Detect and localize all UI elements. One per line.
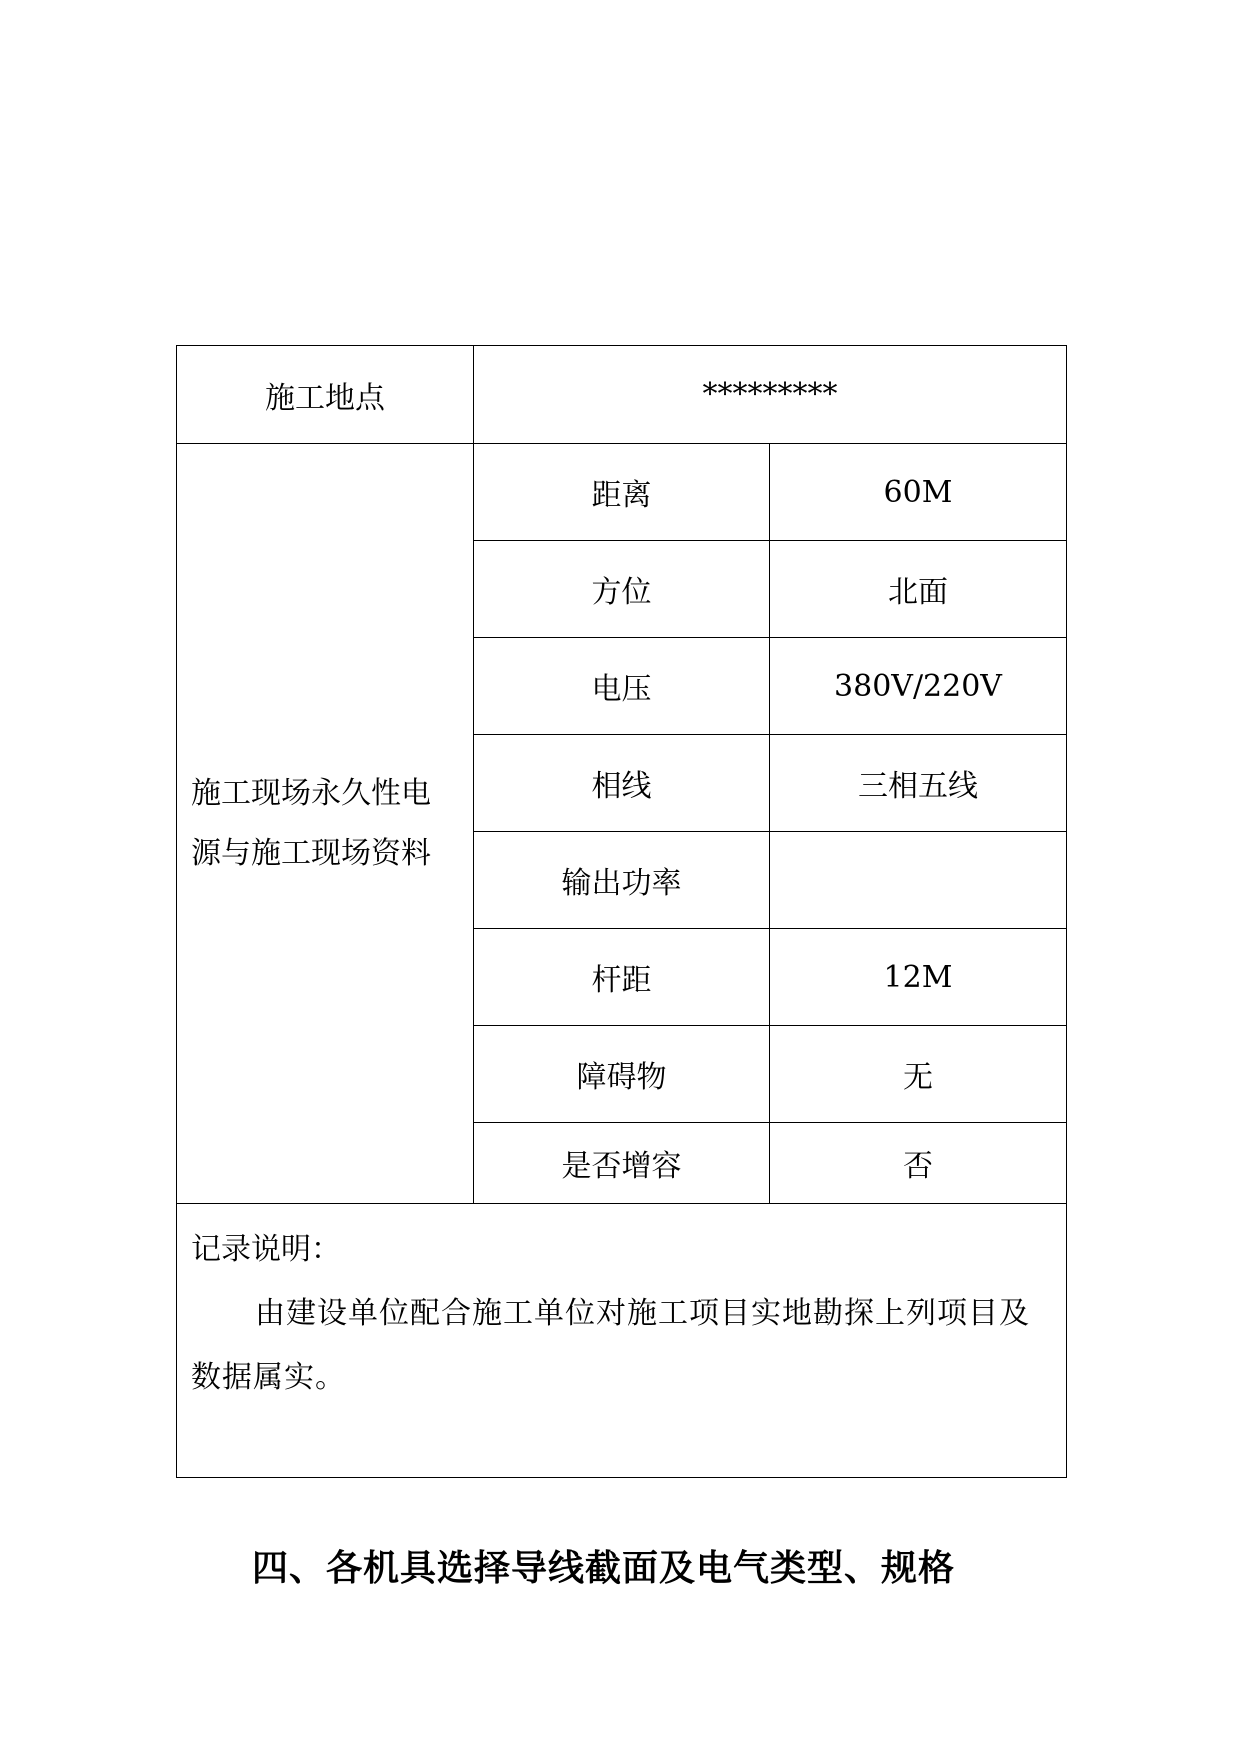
site-survey-table bbox=[176, 345, 1067, 1478]
note-body: 由建设单位配合施工单位对施工项目实地勘探上列项目及数据属实。 bbox=[191, 1296, 1030, 1395]
location-row bbox=[177, 346, 1067, 444]
row-value-phase-wire: 三相五线 bbox=[770, 735, 1067, 832]
site-power-label-line2: 源与施工现场资料 bbox=[191, 835, 431, 871]
site-power-label bbox=[177, 444, 474, 1204]
row-value-output-power bbox=[770, 832, 1067, 929]
site-power-label-line1: 施工现场永久性电 bbox=[191, 775, 431, 811]
record-note bbox=[177, 1204, 1067, 1478]
row-label-direction: 方位 bbox=[474, 541, 770, 638]
row-value-distance: 60M bbox=[770, 444, 1067, 541]
row-label-voltage: 电压 bbox=[474, 638, 770, 735]
location-label: 施工地点 bbox=[177, 346, 474, 444]
table-row bbox=[177, 444, 1067, 541]
row-label-phase-wire: 相线 bbox=[474, 735, 770, 832]
note-row bbox=[177, 1204, 1067, 1478]
note-title: 记录说明： bbox=[191, 1232, 341, 1267]
row-value-voltage: 380V/220V bbox=[770, 638, 1067, 735]
row-value-obstacles: 无 bbox=[770, 1026, 1067, 1123]
row-value-direction: 北面 bbox=[770, 541, 1067, 638]
row-value-capacity-increase: 否 bbox=[770, 1123, 1067, 1204]
row-label-output-power: 输出功率 bbox=[474, 832, 770, 929]
row-label-pole-spacing: 杆距 bbox=[474, 929, 770, 1026]
row-label-obstacles: 障碍物 bbox=[474, 1026, 770, 1123]
section-heading: 四、各机具选择导线截面及电气类型、规格 bbox=[252, 1548, 956, 1589]
row-label-distance: 距离 bbox=[474, 444, 770, 541]
row-label-capacity-increase: 是否增容 bbox=[474, 1123, 770, 1204]
row-value-pole-spacing: 12M bbox=[770, 929, 1067, 1026]
location-value: ********* bbox=[474, 346, 1067, 444]
